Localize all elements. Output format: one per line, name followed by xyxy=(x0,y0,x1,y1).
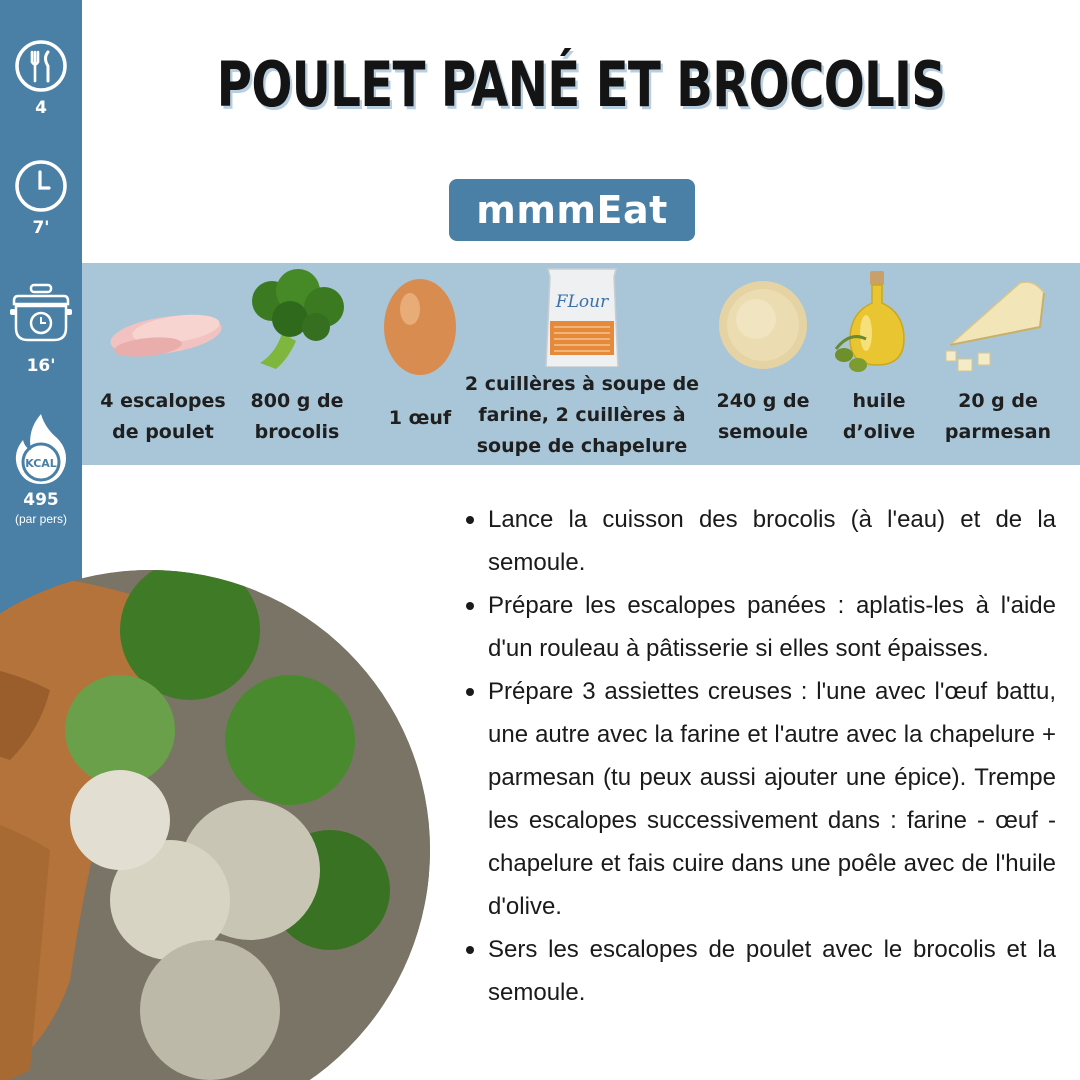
calories-block xyxy=(0,412,82,526)
instruction-step: Prépare 3 assiettes creuses : l'une avec l'œuf battu, une autre avec la farine et l'autre avec la chapelure + parmesan (tu peux aussi ajouter une épice). Trempe les escalopes successivement dans : farine - œuf - chapelure et fais cuire dans une poêle avec de l'huile d'olive. xyxy=(466,670,1056,928)
dish-photo xyxy=(0,570,430,1080)
recipe-title: POULET PANÉ ET BROCOLIS xyxy=(216,48,946,121)
cook-time-block xyxy=(0,282,82,376)
kcal-flame-icon xyxy=(8,412,74,486)
ingredients-band xyxy=(82,263,1080,465)
olive-oil-icon xyxy=(826,263,932,383)
servings-block xyxy=(0,38,82,118)
instruction-step: Lance la cuisson des brocolis (à l'eau) et de la semoule. xyxy=(466,498,1056,584)
ingredient-label: 800 g de brocolis xyxy=(250,390,344,443)
instruction-step: Prépare les escalopes panées : aplatis-les à l'aide d'un rouleau à pâtisserie si elles sont épaisses. xyxy=(466,584,1056,670)
ingredient-label: 240 g de semoule xyxy=(716,390,810,443)
instruction-step: Sers les escalopes de poulet avec le brocolis et la semoule. xyxy=(466,928,1056,1014)
ingredient-chicken xyxy=(88,263,238,465)
ingredient-label: 20 g de parmesan xyxy=(944,390,1052,443)
dish-illustration xyxy=(0,570,430,1080)
kcal-label: KCAL xyxy=(25,457,57,470)
ingredient-egg xyxy=(376,263,464,465)
broccoli-icon xyxy=(242,263,352,383)
brand-badge: mmmEat xyxy=(449,179,695,241)
prep-time-block xyxy=(0,158,82,238)
chicken-escalope-icon xyxy=(88,263,238,383)
ingredient-olive-oil xyxy=(826,263,932,465)
cook-time-value: 16' xyxy=(26,356,56,376)
ingredient-label: 2 cuillères à soupe de farine, 2 cuillères à soupe de chapelure xyxy=(464,373,700,457)
servings-value: 4 xyxy=(35,98,47,118)
instructions-list xyxy=(466,498,1056,1014)
ingredient-broccoli xyxy=(242,263,352,465)
cooker-icon xyxy=(8,282,74,344)
flour-bag-icon xyxy=(462,263,702,367)
ingredient-label: 4 escalopes de poulet xyxy=(100,390,226,443)
ingredient-label: huile d’olive xyxy=(842,390,916,443)
calories-unit: (par pers) xyxy=(14,512,67,526)
clock-icon xyxy=(13,158,69,214)
prep-time-value: 7' xyxy=(32,218,50,238)
ingredient-semolina xyxy=(708,263,818,465)
semolina-icon xyxy=(708,263,818,383)
ingredient-label: 1 œuf xyxy=(388,407,452,429)
flour-bag-text: FLour xyxy=(555,292,609,312)
cutlery-icon xyxy=(13,38,69,94)
parmesan-icon xyxy=(936,263,1060,383)
ingredient-parmesan xyxy=(936,263,1060,465)
egg-icon xyxy=(376,263,464,383)
ingredient-flour xyxy=(462,263,702,465)
calories-value: 495 xyxy=(23,490,59,510)
